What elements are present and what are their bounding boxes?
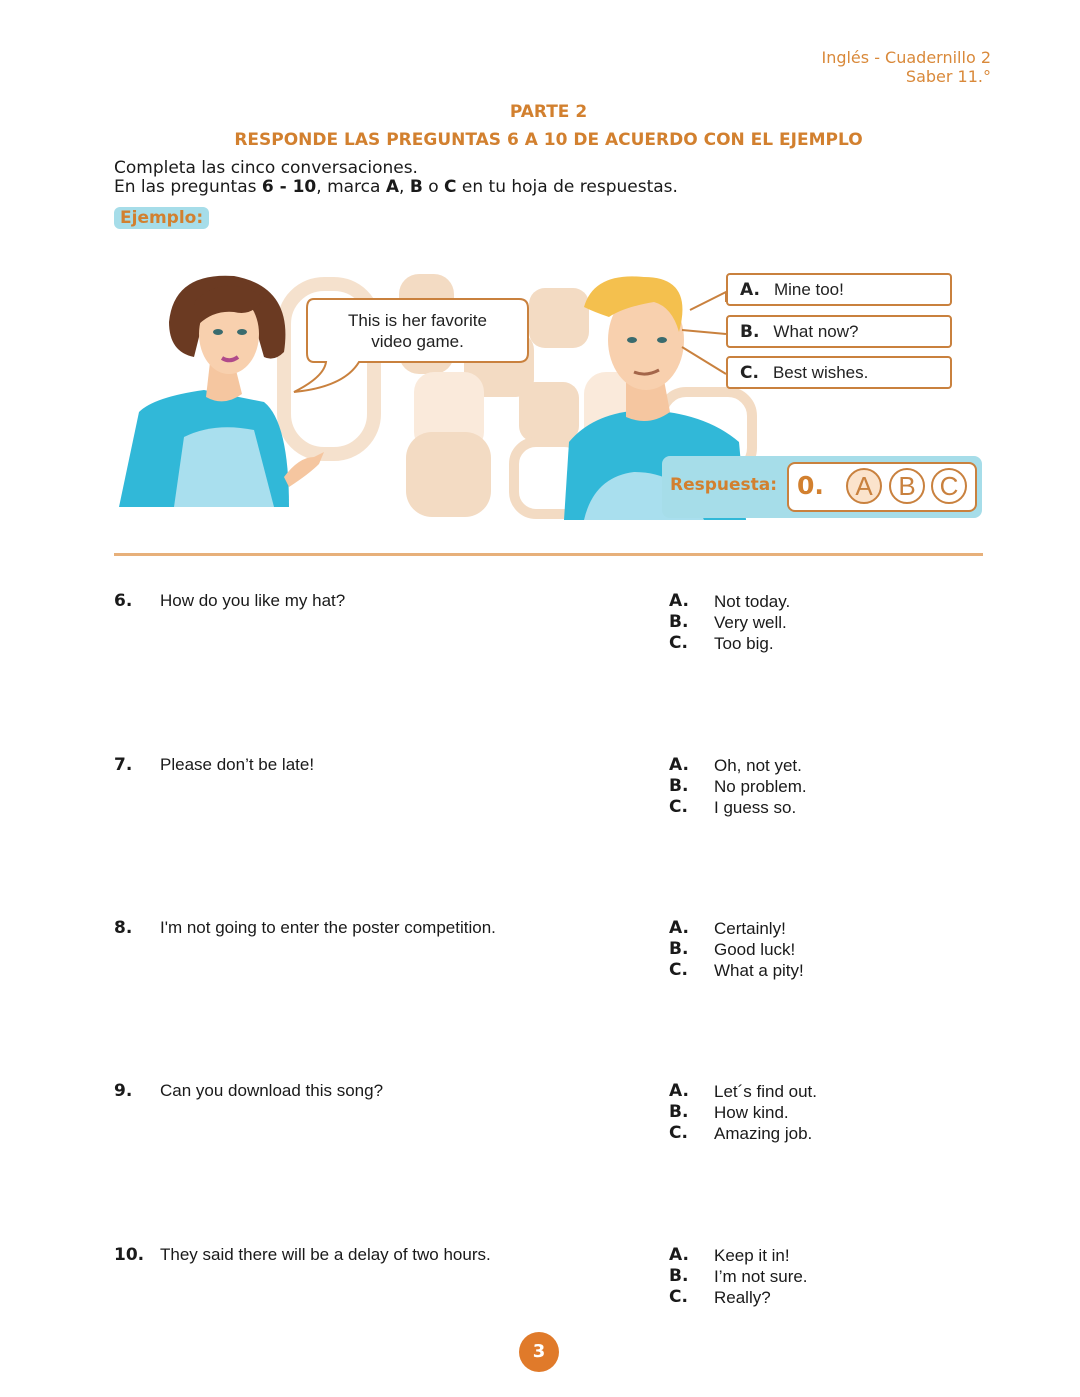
page-number-badge: 3	[519, 1332, 559, 1372]
answer-number: 0.	[797, 471, 824, 500]
question-number: 8.	[114, 918, 133, 938]
answer-label: Respuesta:	[670, 475, 778, 495]
header-subject: Inglés - Cuadernillo 2	[821, 48, 991, 67]
question-number: 9.	[114, 1081, 133, 1101]
section-divider	[114, 553, 983, 556]
instruction-line-2: En las preguntas 6 - 10, marca A, B o C en tu hoja de respuestas.	[114, 177, 678, 197]
question-text: They said there will be a delay of two hours.	[160, 1245, 491, 1264]
answer-circle-b: B	[889, 468, 925, 504]
question-text: Please don’t be late!	[160, 755, 315, 774]
answer-circle-a: A	[846, 468, 882, 504]
question-text: I'm not going to enter the poster competition.	[160, 918, 496, 937]
part-title: PARTE 2	[509, 102, 588, 122]
part-subtitle: RESPONDE LAS PREGUNTAS 6 A 10 DE ACUERDO CON EL EJEMPLO	[234, 130, 863, 150]
option-connectors	[682, 292, 726, 374]
question-text: How do you like my hat?	[160, 591, 346, 610]
example-option-b: B. What now?	[726, 315, 952, 348]
question-number: 10.	[114, 1245, 145, 1265]
example-label: Ejemplo:	[114, 207, 209, 229]
speech-bubble-text: This is her favorite video game.	[348, 311, 487, 351]
question-number: 6.	[114, 591, 133, 611]
answer-circle-c: C	[931, 468, 967, 504]
header-info	[821, 48, 991, 86]
question-text: Can you download this song?	[160, 1081, 384, 1100]
example-option-c: C. Best wishes.	[726, 356, 952, 389]
header-level: Saber 11.°	[905, 67, 991, 86]
instruction-line-1: Completa las cinco conversaciones.	[114, 158, 418, 178]
example-option-a: A. Mine too!	[726, 273, 952, 306]
question-number: 7.	[114, 755, 133, 775]
